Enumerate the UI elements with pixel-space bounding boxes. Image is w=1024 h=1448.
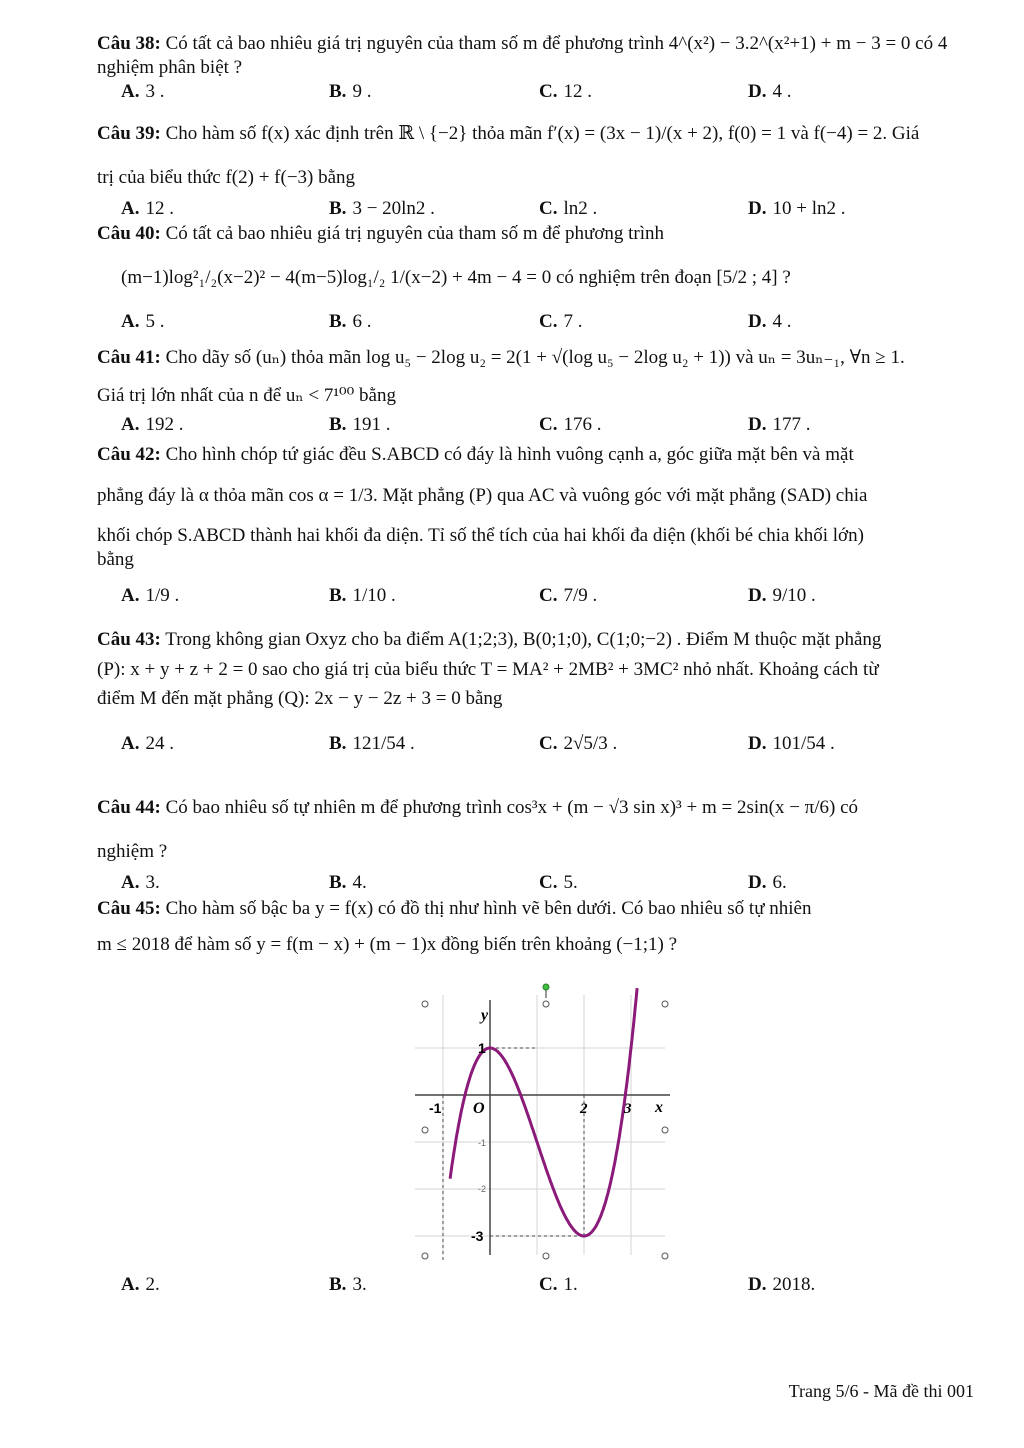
q38-option-d: D. 4 . bbox=[748, 81, 792, 102]
q43-line2: (P): x + y + z + 2 = 0 sao cho giá trị của biểu thức T = MA² + 2MB² + 3MC² nhỏ nhất. Khoảng cách từ bbox=[97, 659, 879, 680]
q39-option-c: C. ln2 . bbox=[539, 198, 598, 219]
q40-option-a: A. 5 . bbox=[121, 311, 165, 332]
q39-option-a: A. 12 . bbox=[121, 198, 174, 219]
q43-line3: điểm M đến mặt phẳng (Q): 2x − y − 2z + 3 = 0 bằng bbox=[97, 688, 503, 709]
q38-line2: nghiệm phân biệt ? bbox=[97, 57, 243, 78]
origin-label: O bbox=[473, 1100, 485, 1117]
q42-option-a: A. 1/9 . bbox=[121, 585, 180, 606]
q43-line1 bbox=[97, 628, 977, 652]
q38-text: Có tất cả bao nhiêu giá trị nguyên của tham số m để phương trình 4^(x²) − 3.2^(x²+1) + m − 3 = 0 có 4 bbox=[165, 33, 948, 54]
y-tick-neg3: -3 bbox=[471, 1228, 484, 1244]
q41-line1 bbox=[97, 346, 977, 370]
q39-text: Cho hàm số f(x) xác định trên ℝ \ {−2} thỏa mãn f′(x) = (3x − 1)/(x + 2), f(0) = 1 và f(−4) = 2. Giá bbox=[165, 123, 920, 144]
q42-label: Câu 42: bbox=[97, 444, 161, 465]
q43-text: Trong không gian Oxyz cho ba điểm A(1;2;3), B(0;1;0), C(1;0;−2) . Điểm M thuộc mặt phẳng bbox=[165, 629, 882, 650]
y-tick-neg1: -1 bbox=[478, 1138, 487, 1148]
graph-grid bbox=[415, 995, 665, 1255]
q39-line1 bbox=[97, 122, 977, 146]
q44-text: Có bao nhiêu số tự nhiên m để phương trình cos³x + (m − √3 sin x)³ + m = 2sin(x − π/6) có bbox=[165, 797, 859, 818]
q43-option-c: C. 2√5/3 . bbox=[539, 733, 618, 754]
q39-label: Câu 39: bbox=[97, 123, 161, 144]
q39-option-b: B. 3 − 20ln2 . bbox=[329, 198, 435, 219]
q42-line1 bbox=[97, 443, 977, 467]
q41-line2: Giá trị lớn nhất của n để uₙ < 7¹⁰⁰ bằng bbox=[97, 385, 396, 406]
q44-option-b: B. 4. bbox=[329, 872, 367, 893]
q40-option-b: B. 6 . bbox=[329, 311, 372, 332]
q44-option-d: D. 6. bbox=[748, 872, 787, 893]
q43-option-b: B. 121/54 . bbox=[329, 733, 415, 754]
x-tick-3: 3 bbox=[624, 1101, 632, 1117]
q39-option-d: D. 10 + ln2 . bbox=[748, 198, 846, 219]
q45-label: Câu 45: bbox=[97, 898, 161, 919]
q41-option-d: D. 177 . bbox=[748, 414, 811, 435]
q45-option-b: B. 3. bbox=[329, 1274, 367, 1295]
q44-label: Câu 44: bbox=[97, 797, 161, 818]
q40-equation: (m−1)log²₁/₂(x−2)² − 4(m−5)log₁/₂ 1/(x−2) + 4m − 4 = 0 có nghiệm trên đoạn [5/2 ; 4] ? bbox=[121, 267, 791, 288]
q44-option-c: C. 5. bbox=[539, 872, 578, 893]
q41-label: Câu 41: bbox=[97, 347, 161, 368]
q42-option-b: B. 1/10 . bbox=[329, 585, 396, 606]
q44-line2: nghiệm ? bbox=[97, 841, 168, 862]
q44-option-a: A. 3. bbox=[121, 872, 160, 893]
q40-option-c: C. 7 . bbox=[539, 311, 583, 332]
q42-line3: khối chóp S.ABCD thành hai khối đa diện. Tỉ số thể tích của hai khối đa diện (khối bé chia khối lớn) bbox=[97, 525, 864, 546]
q45-option-d: D. 2018. bbox=[748, 1274, 816, 1295]
q40-text: Có tất cả bao nhiêu giá trị nguyên của tham số m để phương trình bbox=[165, 223, 665, 244]
q42-line4: bằng bbox=[97, 549, 134, 570]
q41-option-b: B. 191 . bbox=[329, 414, 391, 435]
q42-option-c: C. 7/9 . bbox=[539, 585, 598, 606]
q45-line1 bbox=[97, 897, 977, 921]
q40-line1 bbox=[97, 222, 977, 246]
q42-option-d: D. 9/10 . bbox=[748, 585, 816, 606]
q42-text: Cho hình chóp tứ giác đều S.ABCD có đáy là hình vuông cạnh a, góc giữa mặt bên và mặt bbox=[165, 444, 854, 465]
page-footer: Trang 5/6 - Mã đề thi 001 bbox=[788, 1381, 974, 1401]
cubic-function-graph bbox=[415, 980, 675, 1260]
q43-option-d: D. 101/54 . bbox=[748, 733, 835, 754]
q44-line1 bbox=[97, 796, 977, 820]
x-tick-neg1: -1 bbox=[429, 1100, 442, 1116]
q43-label: Câu 43: bbox=[97, 629, 161, 650]
q45-text: Cho hàm số bậc ba y = f(x) có đồ thị như hình vẽ bên dưới. Có bao nhiêu số tự nhiên bbox=[165, 898, 812, 919]
q38-line1 bbox=[97, 32, 977, 56]
q38-option-c: C. 12 . bbox=[539, 81, 592, 102]
q41-text: Cho dãy số (uₙ) thỏa mãn log u₅ − 2log u₂ = 2(1 + √(log u₅ − 2log u₂ + 1)) và uₙ = 3uₙ₋₁, ∀n ≥ 1. bbox=[165, 347, 905, 368]
q42-line2: phẳng đáy là α thỏa mãn cos α = 1/3. Mặt phẳng (P) qua AC và vuông góc với mặt phẳng (SAD) chia bbox=[97, 485, 868, 506]
q40-option-d: D. 4 . bbox=[748, 311, 792, 332]
q41-option-a: A. 192 . bbox=[121, 414, 184, 435]
x-tick-2: 2 bbox=[580, 1101, 588, 1117]
q39-line2: trị của biểu thức f(2) + f(−3) bằng bbox=[97, 167, 356, 188]
q38-option-b: B. 9 . bbox=[329, 81, 372, 102]
q43-option-a: A. 24 . bbox=[121, 733, 174, 754]
x-axis-label: x bbox=[655, 1099, 663, 1116]
y-axis-label: y bbox=[481, 1007, 489, 1024]
y-tick-neg2: -2 bbox=[478, 1184, 487, 1194]
q38-option-a: A. 3 . bbox=[121, 81, 165, 102]
q45-option-c: C. 1. bbox=[539, 1274, 578, 1295]
q45-option-a: A. 2. bbox=[121, 1274, 160, 1295]
q40-label: Câu 40: bbox=[97, 223, 161, 244]
q38-label: Câu 38: bbox=[97, 33, 161, 54]
rotate-handle bbox=[543, 984, 549, 998]
q41-option-c: C. 176 . bbox=[539, 414, 602, 435]
q45-line2: m ≤ 2018 để hàm số y = f(m − x) + (m − 1)x đồng biến trên khoảng (−1;1) ? bbox=[97, 934, 678, 955]
y-tick-1: 1 bbox=[478, 1040, 486, 1056]
